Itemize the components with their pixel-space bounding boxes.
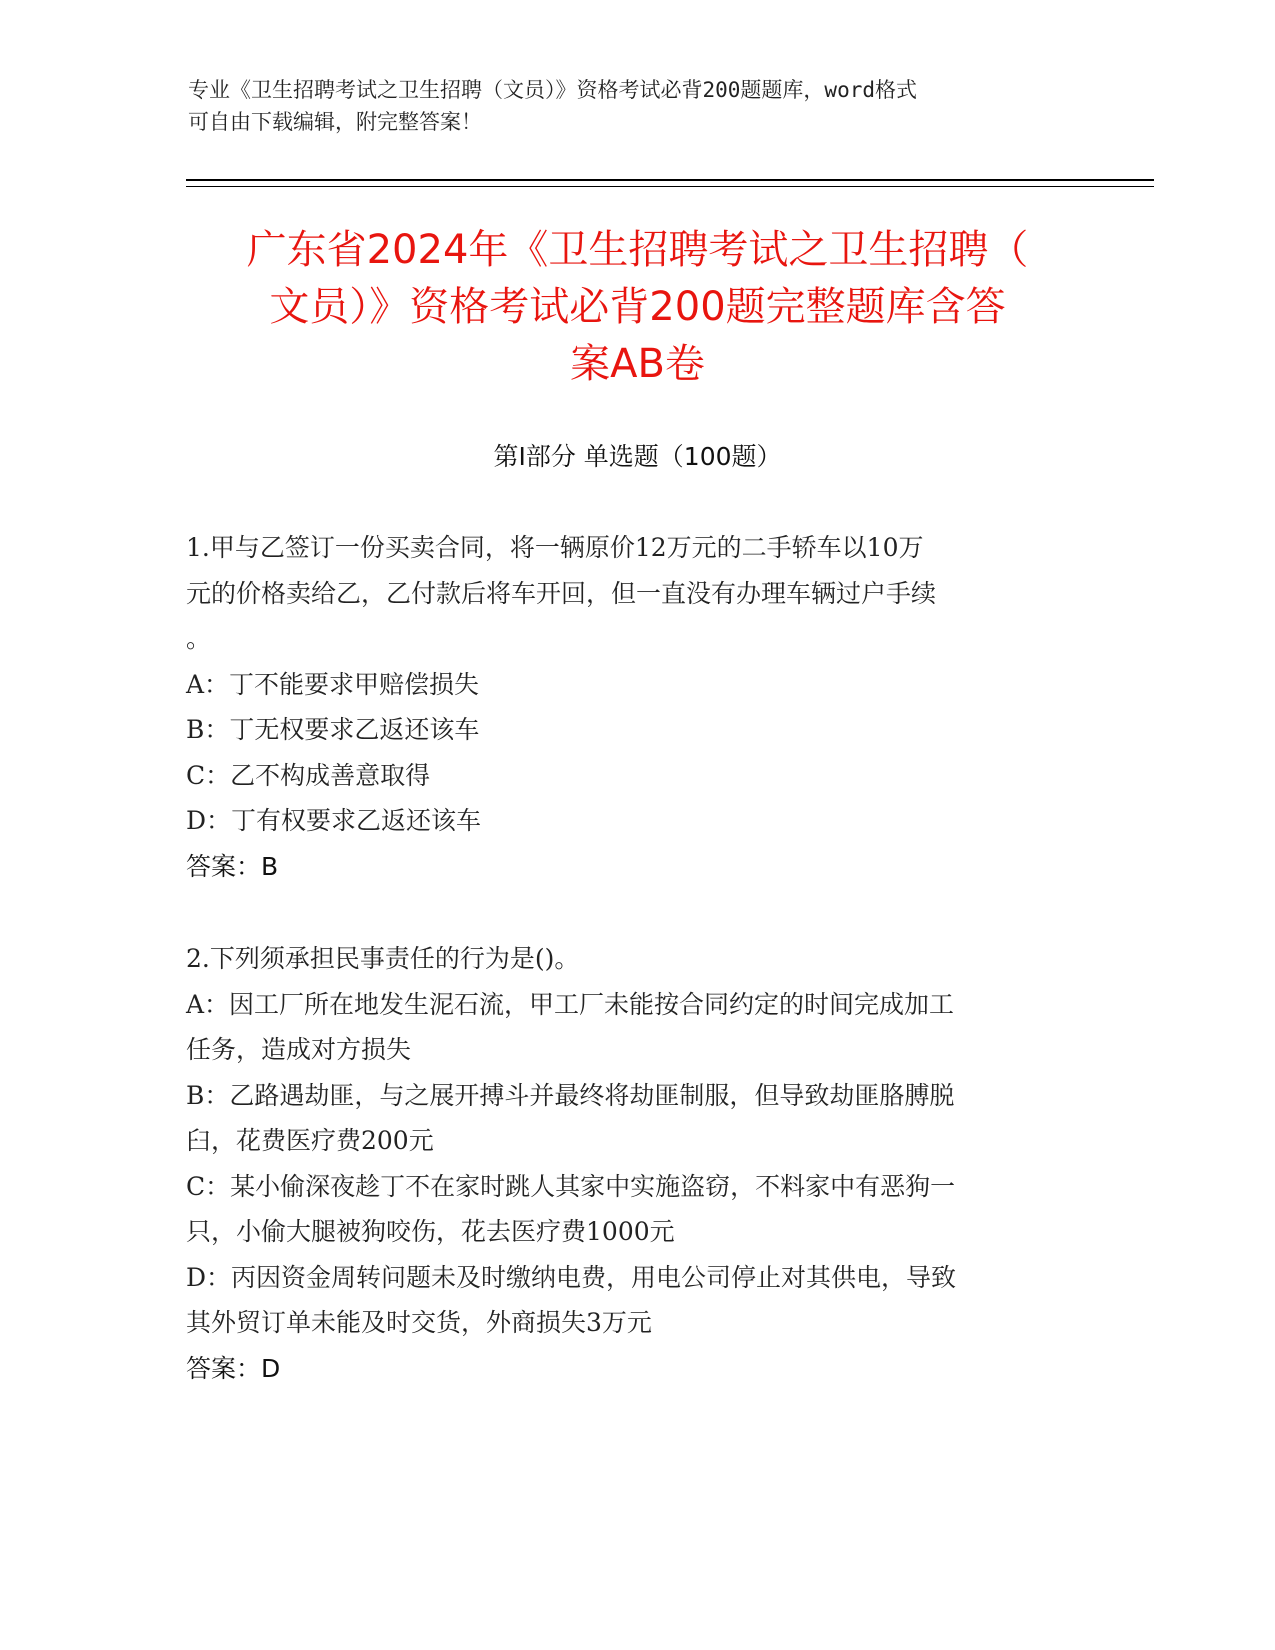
option-b: B：乙路遇劫匪，与之展开搏斗并最终将劫匪制服，但导致劫匪胳膊脱 — [186, 1080, 955, 1110]
option-c: C：乙不构成善意取得 — [186, 760, 431, 790]
question-item — [186, 936, 1086, 1391]
option-b: B：丁无权要求乙返还该车 — [186, 715, 480, 744]
answer-label: 答案：B — [186, 851, 279, 881]
option-b-continued: 臼，花费医疗费200元 — [186, 1126, 434, 1155]
header-note-line: 可自由下载编辑，附完整答案！ — [188, 110, 482, 134]
option-d: D：丙因资金周转问题未及时缴纳电费，用电公司停止对其供电，导致 — [186, 1262, 957, 1292]
document-title — [180, 222, 1095, 393]
option-c-continued: 只，小偷大腿被狗咬伤，花去医疗费1000元 — [186, 1217, 675, 1246]
title-line: 案AB卷 — [570, 341, 705, 387]
question-item — [186, 525, 1086, 889]
option-d: D：丁有权要求乙返还该车 — [186, 806, 482, 835]
header-divider — [186, 179, 1154, 181]
question-stem: 元的价格卖给乙，乙付款后将车开回，但一直没有办理车辆过户手续 — [186, 578, 937, 608]
header-divider-thin — [186, 186, 1154, 187]
answer-label: 答案：D — [186, 1353, 281, 1383]
header-note-line: 专业《卫生招聘考试之卫生招聘（文员）》资格考试必背200题题库，word格式 — [188, 78, 917, 102]
option-a: A：丁不能要求甲赔偿损失 — [186, 669, 480, 699]
section-heading: 第I部分 单选题（100题） — [493, 442, 782, 471]
title-line: 广东省2024年《卫生招聘考试之卫生招聘（ — [246, 227, 1029, 273]
question-stem: 1.甲与乙签订一份买卖合同，将一辆原价12万元的二手轿车以10万 — [186, 533, 924, 562]
option-a: A：因工厂所在地发生泥石流，甲工厂未能按合同约定的时间完成加工 — [186, 989, 955, 1019]
title-line: 文员）》资格考试必背200题完整题库含答 — [269, 284, 1006, 330]
option-c: C：某小偷深夜趁丁不在家时跳人其家中实施盗窃，不料家中有恶狗一 — [186, 1171, 956, 1201]
question-stem: 。 — [186, 624, 212, 653]
option-d-continued: 其外贸订单未能及时交货，外商损失3万元 — [186, 1308, 652, 1337]
header-note — [188, 74, 1088, 138]
question-stem: 2.下列须承担民事责任的行为是()。 — [186, 944, 580, 973]
question-list — [186, 525, 1086, 1438]
option-a-continued: 任务，造成对方损失 — [186, 1035, 412, 1064]
